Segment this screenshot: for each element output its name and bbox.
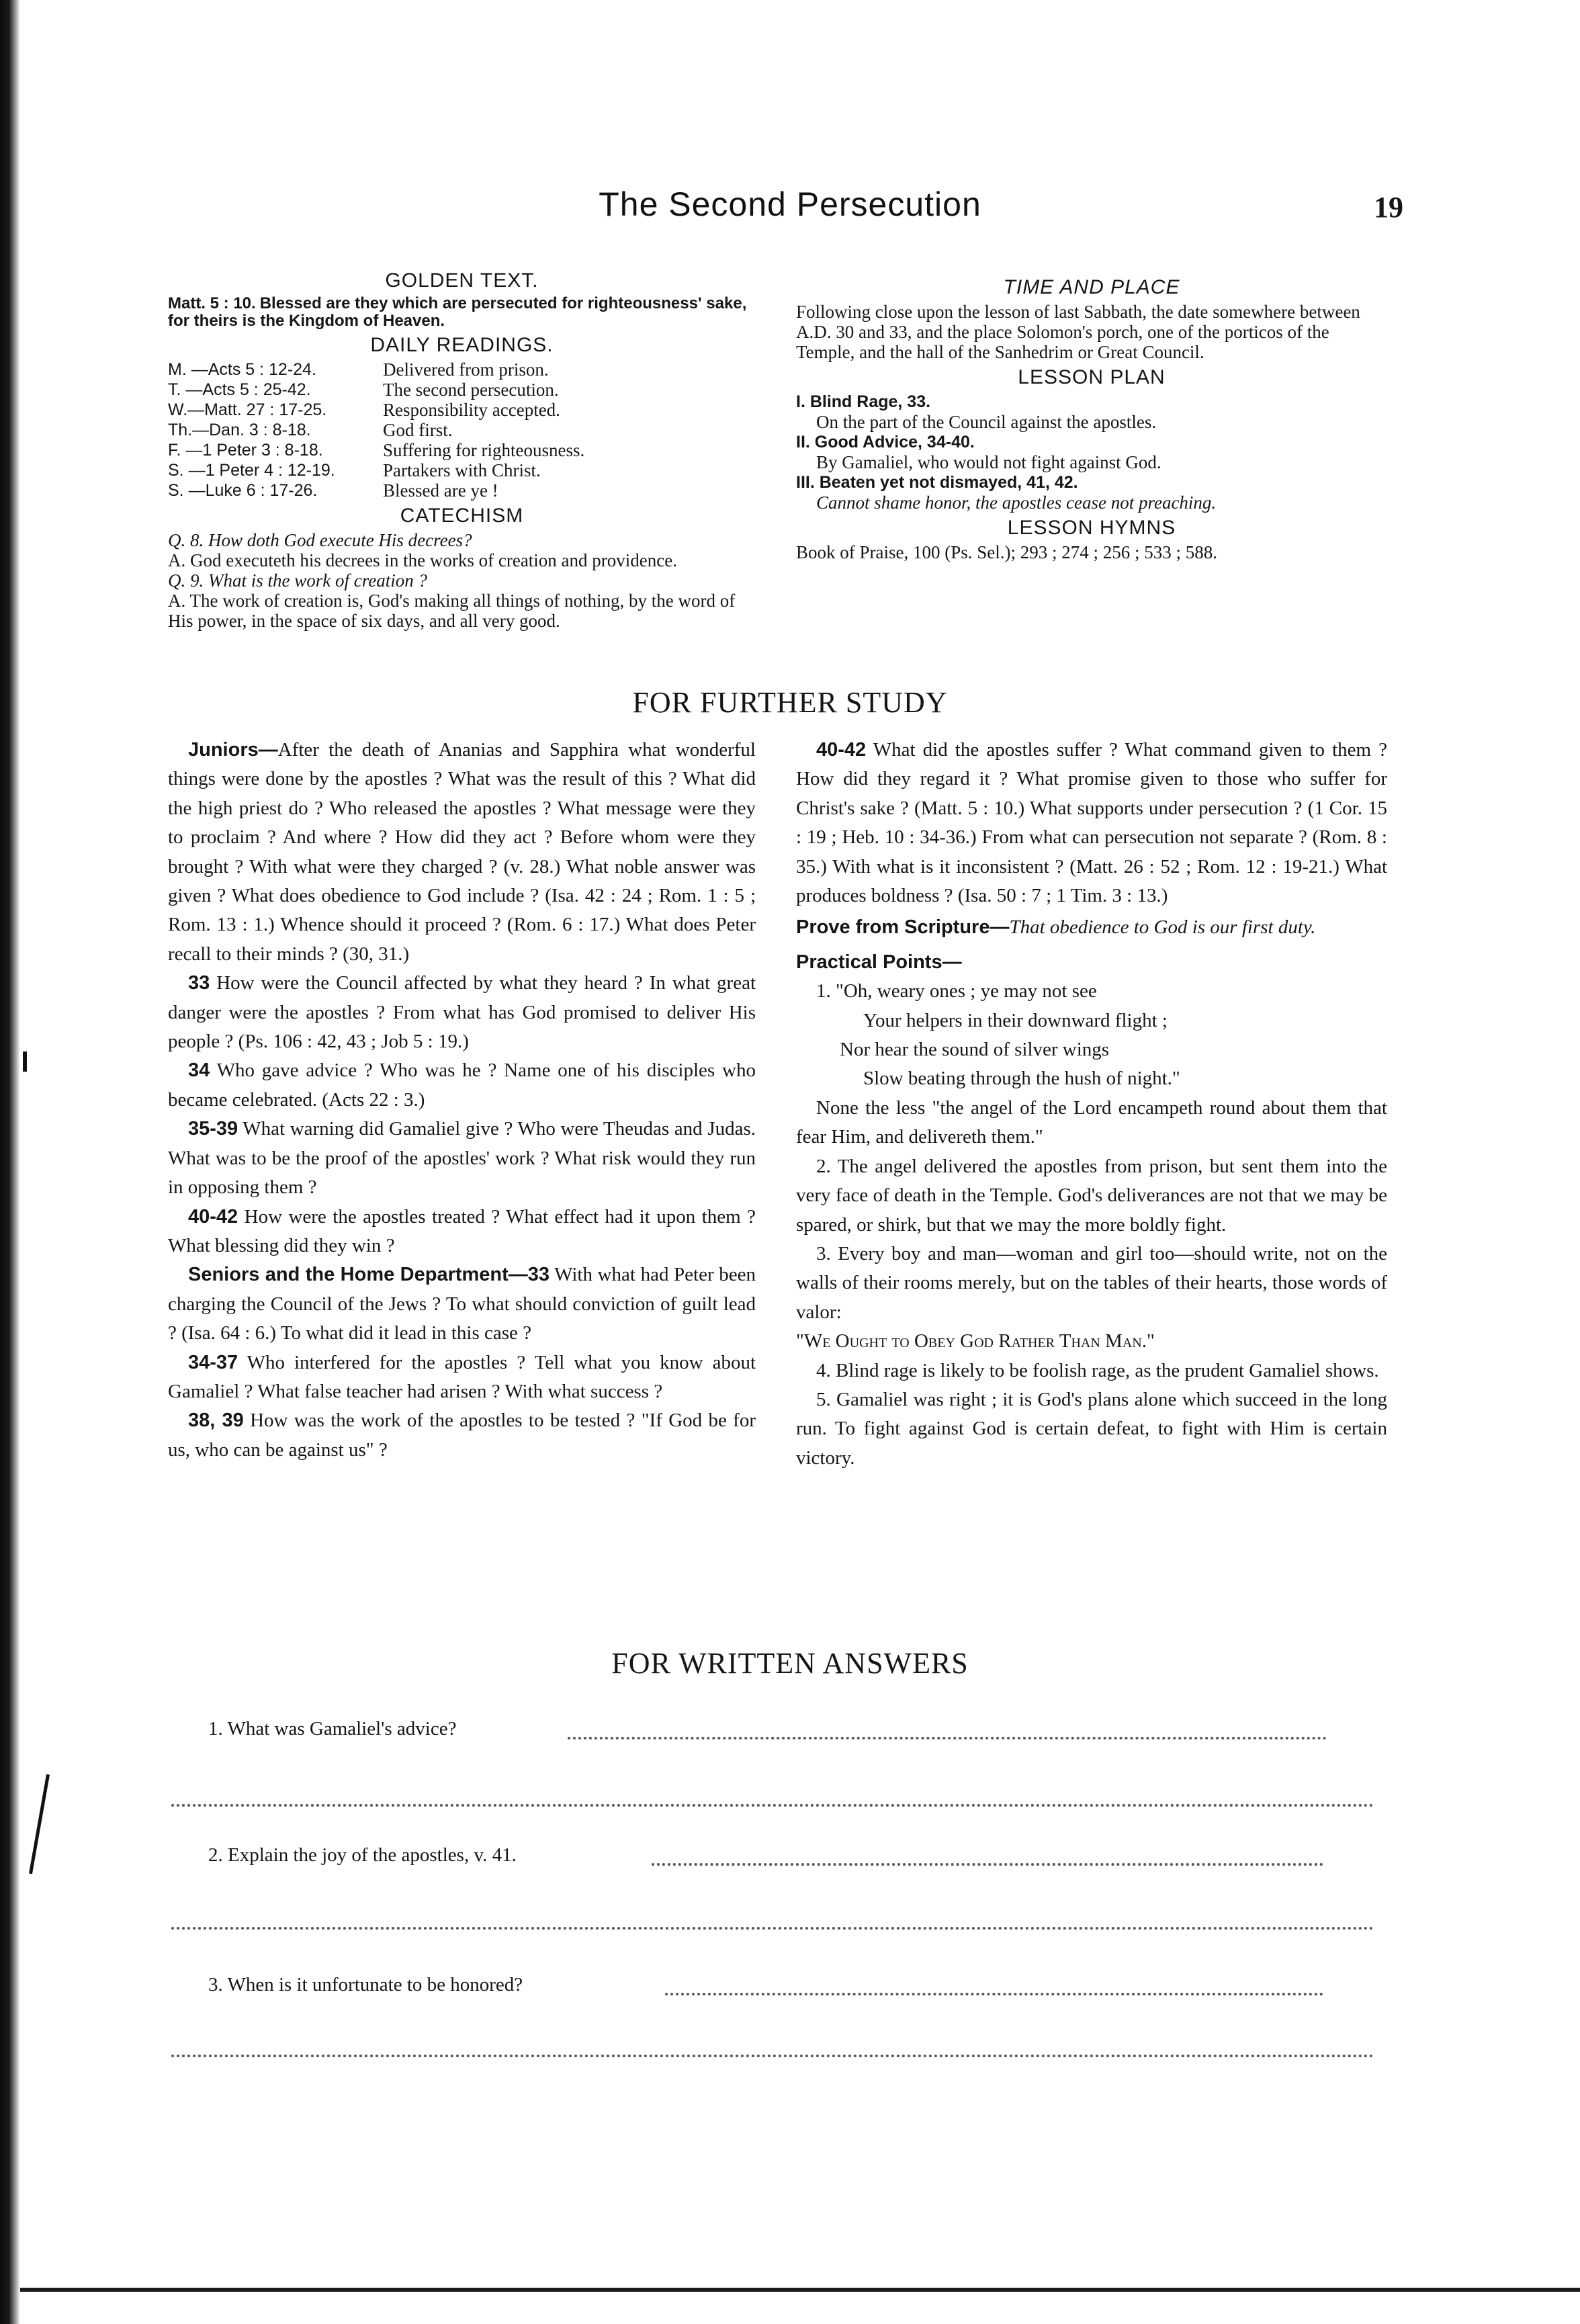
study-label: 40-42 <box>188 1205 238 1228</box>
golden-text-heading: GOLDEN TEXT. <box>385 269 539 292</box>
study-text: How were the apostles treated ? What effect had it upon them ? What blessing did they win ? <box>168 1205 756 1256</box>
daily-readings-list <box>168 359 756 501</box>
reading-row <box>168 400 756 420</box>
written-question: 2. Explain the joy of the apostles, v. 41. <box>208 1844 517 1866</box>
catechism-a9: A. The work of creation is, God's making all things of nothing, by the word of His power, in the space of six days, and all very good. <box>168 591 736 631</box>
catechism-a8: A. God executeth his decrees in the works of creation and providence. <box>168 550 677 570</box>
prove-label: Prove from Scripture— <box>796 916 1010 939</box>
study-paragraph <box>168 1203 756 1261</box>
study-label: Juniors— <box>188 739 278 761</box>
edge-mark <box>23 1051 27 1072</box>
catechism-q9: Q. 9. What is the work of creation ? <box>168 570 427 591</box>
lesson-plan-list <box>796 392 1387 513</box>
answer-line[interactable] <box>665 1993 1323 1995</box>
study-text: How were the Council affected by what they heard ? In what great danger were the apostles ? From what has God promised to deliver His people ? (Ps. 106 : 42, 43 ; Job 5 : 19.) <box>168 972 756 1053</box>
written-question: 1. What was Gamaliel's advice? <box>208 1718 457 1739</box>
study-label: 35-39 <box>188 1118 238 1140</box>
golden-text-body: Blessed are they which are persecuted for righteousness' sake, for theirs is the Kingdom of Heaven. <box>168 294 747 330</box>
reading-ref: W.—Matt. 27 : 17-25. <box>168 400 327 419</box>
written-question: 3. When is it unfortunate to be honored? <box>208 1974 523 1995</box>
page-title: The Second Persecution <box>599 185 981 223</box>
study-label: Seniors and the Home Department—33 <box>188 1264 550 1286</box>
golden-text-ref: Matt. 5 : 10. <box>168 294 256 312</box>
reading-title: The second persecution. <box>383 380 559 400</box>
answer-line[interactable] <box>171 1927 1374 1930</box>
lesson-hymns-text: Book of Praise, 100 (Ps. Sel.); 293 ; 274 ; 256 ; 533 ; 588. <box>796 542 1217 562</box>
lesson-plan-item-text: By Gamaliel, who would not fight against God. <box>816 452 1161 472</box>
study-paragraph <box>168 969 756 1056</box>
golden-text <box>168 295 756 330</box>
practical-point: 5. Gamaliel was right ; it is God's plans alone which succeed in the long run. To fight against God is certain defeat, to fight with Him is certain victory. <box>796 1388 1387 1469</box>
study-text: After the death of Ananias and Sapphira what wonderful things were done by the apostles ? What was the result of this ? What did the high priest do ? Who released the apostles ? What message were they to proclaim ? And where ? How did they act ? Before whom were they brought ? With what were they charged ? (v. 28.) What noble answer was given ? What does obedience to God include ? (Isa. 42 : 24 ; Rom. 1 : 5 ; Rom. 13 : 1.) Whence should it proceed ? (Rom. 6 : 17.) What does Peter recall to their minds ? (30, 31.) <box>168 739 756 965</box>
reading-ref: T. —Acts 5 : 25-42. <box>168 380 311 399</box>
study-paragraph <box>168 1406 756 1465</box>
page-binding-edge <box>0 0 20 2324</box>
further-study-left <box>168 736 756 1465</box>
reading-row <box>168 440 756 460</box>
reading-row <box>168 380 756 400</box>
reading-row <box>168 420 756 440</box>
further-study-right <box>796 736 1387 1473</box>
lesson-plan-heading: LESSON PLAN <box>1018 366 1166 388</box>
practical-point: 4. Blind rage is likely to be foolish rage, as the prudent Gamaliel shows. <box>816 1359 1379 1381</box>
answer-line[interactable] <box>171 1804 1374 1807</box>
lesson-plan-item-head: III. Beaten yet not dismayed, 41, 42. <box>796 473 1078 492</box>
study-text: Who gave advice ? Who was he ? Name one of his disciples who became celebrated. (Acts 22 : 3.) <box>168 1060 756 1111</box>
study-paragraph <box>168 736 756 969</box>
poem-line: Nor hear the sound of silver wings <box>840 1039 1110 1061</box>
catechism-heading: CATECHISM <box>400 505 524 527</box>
written-answers-heading: FOR WRITTEN ANSWERS <box>611 1647 969 1680</box>
reading-ref: M. —Acts 5 : 12-24. <box>168 360 316 379</box>
lesson-plan-item-text: Cannot shame honor, the apostles cease not preaching. <box>816 492 1217 513</box>
poem <box>796 977 1387 1094</box>
study-label: 34-37 <box>188 1351 238 1373</box>
practical-points-heading: Practical Points— <box>796 951 962 973</box>
poem-line: Your helpers in their downward flight ; <box>863 1009 1168 1031</box>
time-place-text: Following close upon the lesson of last Sabbath, the date somewhere between A.D. 30 and 33, and the place Solomon's porch, one of the porticos of the Temple, and the hall of the Sanhedrim or Great Council. <box>796 302 1360 362</box>
study-paragraph <box>168 1260 756 1348</box>
reading-ref: S. —1 Peter 4 : 12-19. <box>168 461 335 480</box>
reading-ref: S. —Luke 6 : 17-26. <box>168 481 318 500</box>
study-text: Who interfered for the apostles ? Tell what you know about Gamaliel ? What false teacher had arisen ? With what success ? <box>168 1351 756 1402</box>
study-paragraph <box>796 736 1387 910</box>
motto: "We Ought to Obey God Rather Than Man." <box>796 1330 1155 1352</box>
study-label: 38, 39 <box>188 1410 244 1432</box>
bottom-rule <box>20 2288 1580 2292</box>
catechism-body <box>168 530 756 631</box>
lesson-hymns-heading: LESSON HYMNS <box>1007 517 1176 539</box>
answer-line[interactable] <box>171 2055 1374 2057</box>
further-study-heading: FOR FURTHER STUDY <box>632 686 948 719</box>
prove-paragraph <box>796 913 1387 942</box>
upper-right-column <box>796 272 1387 562</box>
reading-title: Delivered from prison. <box>383 359 549 380</box>
study-text: With what had Peter been charging the Council of the Jews ? To what should conviction of guilt lead ? (Isa. 64 : 6.) To what did it lead in this case ? <box>168 1264 756 1344</box>
poem-line: Slow beating through the hush of night." <box>863 1068 1180 1090</box>
lesson-plan-item-head: II. Good Advice, 34-40. <box>796 433 975 451</box>
catechism-q8: Q. 8. How doth God execute His decrees? <box>168 530 472 550</box>
lesson-plan-item-head: I. Blind Rage, 33. <box>796 392 931 411</box>
prove-text: That obedience to God is our first duty. <box>1009 916 1316 939</box>
answer-line[interactable] <box>652 1863 1323 1866</box>
reading-row <box>168 460 756 480</box>
upper-left-column <box>168 265 756 631</box>
answer-line[interactable] <box>568 1737 1327 1739</box>
reading-title: God first. <box>383 420 453 440</box>
practical-point: 3. Every boy and man—woman and girl too—should write, not on the walls of their rooms merely, but on the tables of their hearts, those words of valor: <box>796 1242 1387 1323</box>
lesson-plan-item-text: On the part of the Council against the apostles. <box>816 412 1157 432</box>
study-text: How was the work of the apostles to be tested ? "If God be for us, who can be against us" ? <box>168 1410 756 1461</box>
study-label: 34 <box>188 1060 210 1082</box>
study-paragraph <box>168 1115 756 1202</box>
reading-title: Partakers with Christ. <box>383 460 541 480</box>
reading-row <box>168 480 756 501</box>
study-label: 33 <box>188 972 210 994</box>
reading-row <box>168 359 756 380</box>
study-text: What did the apostles suffer ? What command given to them ? How did they regard it ? What promise given to those who suffer for Christ's sake ? (Matt. 5 : 10.) What supports under persecution ? (1 Cor. 15 : 19 ; Heb. 10 : 34-36.) From what can persecution not separate ? (Rom. 8 : 35.) With what is it inconsistent ? (Matt. 26 : 52 ; Rom. 12 : 19-21.) What produces boldness ? (Isa. 50 : 7 ; 1 Tim. 3 : 13.) <box>796 739 1387 907</box>
reading-title: Blessed are ye ! <box>383 480 498 501</box>
reading-title: Suffering for righteousness. <box>383 440 585 460</box>
poem-line: 1. "Oh, weary ones ; ye may not see <box>816 980 1097 1002</box>
practical-point: None the less "the angel of the Lord encampeth round about them that fear Him, and delivereth them." <box>796 1096 1387 1148</box>
reading-ref: F. —1 Peter 3 : 8-18. <box>168 441 323 460</box>
edge-mark <box>29 1774 50 1875</box>
study-label: 40-42 <box>816 739 867 761</box>
study-paragraph <box>168 1056 756 1115</box>
daily-readings-heading: DAILY READINGS. <box>370 334 554 356</box>
time-place-heading: TIME AND PLACE <box>1003 276 1180 298</box>
study-paragraph <box>168 1348 756 1407</box>
practical-point: 2. The angel delivered the apostles from prison, but sent them into the very face of death in the Temple. God's deliverances are not that we may be spared, or shirk, but that we may the more boldly fight. <box>796 1155 1387 1236</box>
page-number: 19 <box>1374 191 1403 224</box>
reading-title: Responsibility accepted. <box>383 400 560 420</box>
study-text: What warning did Gamaliel give ? Who were Theudas and Judas. What was to be the proof of the apostles' work ? What risk would they run in opposing them ? <box>168 1118 756 1199</box>
reading-ref: Th.—Dan. 3 : 8-18. <box>168 421 311 439</box>
